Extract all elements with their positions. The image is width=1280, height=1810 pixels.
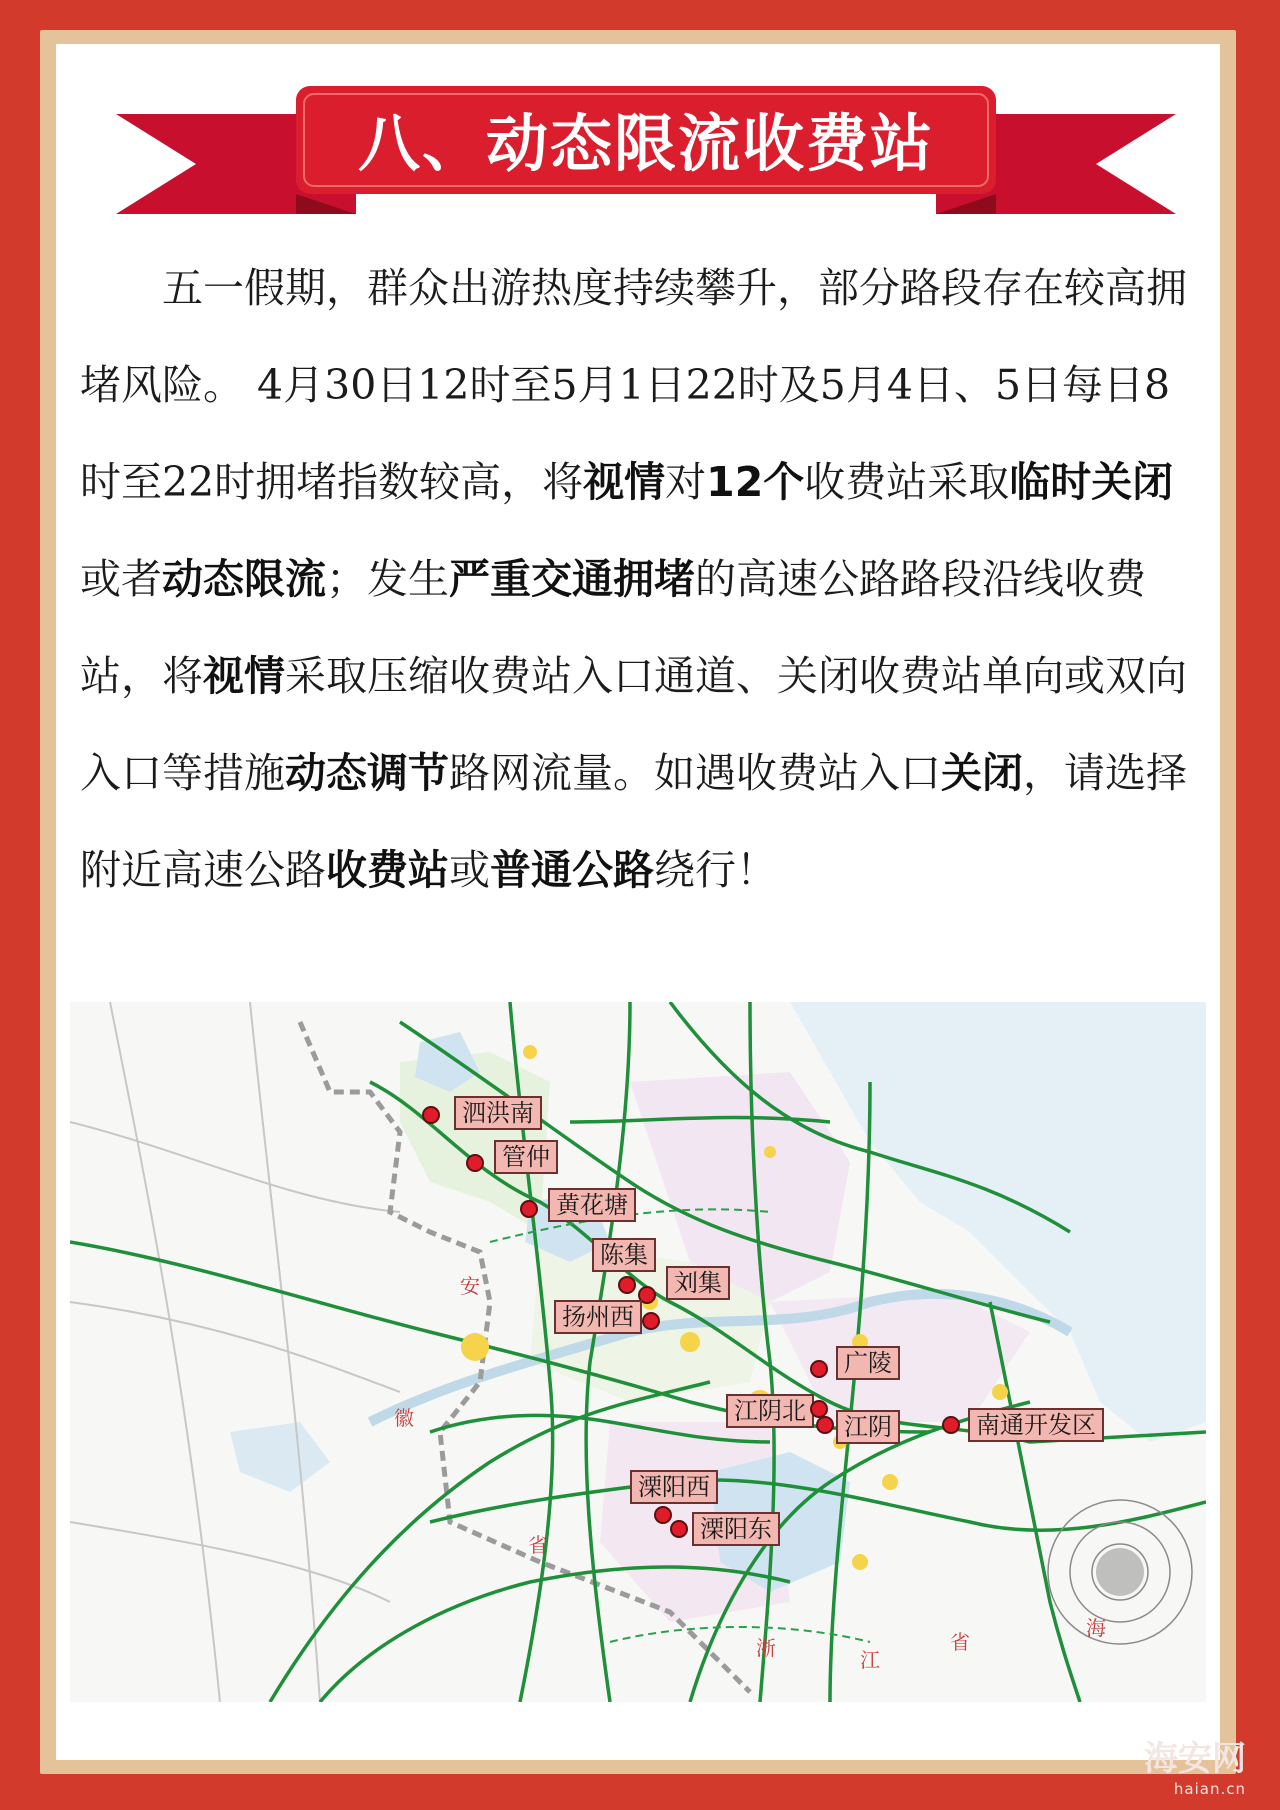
province-label: 省 [528,1533,548,1557]
station-marker-liyangdong[interactable] [670,1520,688,1538]
station-marker-guangling[interactable] [810,1360,828,1378]
watermark-logo-text: 海安网 [1144,1739,1246,1779]
emphasis-text: 视情 [203,652,285,700]
emphasis-text: 动态限流 [162,555,326,603]
station-label-sihongnan: 泗洪南 [454,1096,542,1130]
text-segment: ；发生 [326,555,449,603]
emphasis-text: 动态调节 [285,749,449,797]
road-network-map [70,1002,1206,1702]
station-label-jiangyinbei: 江阴北 [726,1394,814,1428]
emphasis-text: 收费站 [326,846,449,894]
station-marker-huanghuatang[interactable] [520,1200,538,1218]
emphasis-text: 普通公路 [490,846,654,894]
station-label-liyangdong: 溧阳东 [692,1512,780,1546]
title-banner [116,64,1176,254]
station-marker-liyangxi[interactable] [654,1506,672,1524]
province-label: 海 [1086,1616,1106,1640]
province-label: 省 [950,1630,970,1654]
text-segment: 收费站采取 [804,458,1010,506]
text-segment: 对 [665,458,707,506]
province-label: 浙 [756,1636,776,1660]
station-label-guanzhong: 管仲 [494,1140,558,1174]
station-label-huanghuatang: 黄花塘 [548,1188,636,1222]
watermark [1144,1731,1246,1798]
station-label-jiangyin: 江阴 [836,1410,900,1444]
station-marker-chenji[interactable] [618,1276,636,1294]
station-label-nantongkaifaqu: 南通开发区 [968,1408,1104,1442]
watermark-url: haian.cn [1173,1780,1246,1798]
text-segment: 的高速公路路段沿线收费站，将 [80,555,1146,700]
station-label-chenji: 陈集 [592,1238,656,1272]
station-label-liyangxi: 溧阳西 [630,1470,718,1504]
station-marker-nantongkaifaqu[interactable] [942,1416,960,1434]
text-segment: 或者 [80,555,162,603]
station-marker-guanzhong[interactable] [466,1154,484,1172]
page-title: 八、动态限流收费站 [357,107,934,180]
content-card [56,44,1220,1760]
text-segment: 采取压缩收费站入口通道、关闭收费站单向或双向入口等措施 [80,652,1187,797]
emphasis-text: 临时关闭 [1009,458,1174,506]
station-marker-jiangyin[interactable] [816,1416,834,1434]
station-marker-sihongnan[interactable] [422,1106,440,1124]
notice-paragraph [80,240,1200,919]
station-label-yangzhouxi: 扬州西 [554,1300,642,1334]
province-label: 徽 [394,1406,414,1430]
station-marker-yangzhouxi[interactable] [642,1312,660,1330]
text-segment: 路网流量。如遇收费站入口 [449,749,941,797]
station-label-guangling: 广陵 [836,1346,900,1380]
text-segment: ，请选择附近高速公路 [80,749,1187,894]
emphasis-text: 12个 [706,458,805,506]
map-graphic [70,1002,1206,1702]
emphasis-text: 视情 [583,458,666,506]
text-segment: 绕行！ [654,846,777,894]
emphasis-text: 严重交通拥堵 [449,555,695,603]
province-label: 安 [460,1274,480,1298]
station-label-liuji: 刘集 [666,1266,730,1300]
text-segment: 或 [449,846,490,894]
emphasis-text: 关闭 [941,749,1023,797]
province-label: 江 [860,1648,880,1672]
text-segment: 五一假期，群众出游热度持续攀升，部分路段存在较高拥堵风险。 4月30日12时至5月1日22时及5月4日、5日每日8时至22时拥堵指数较高，将 [80,264,1187,506]
